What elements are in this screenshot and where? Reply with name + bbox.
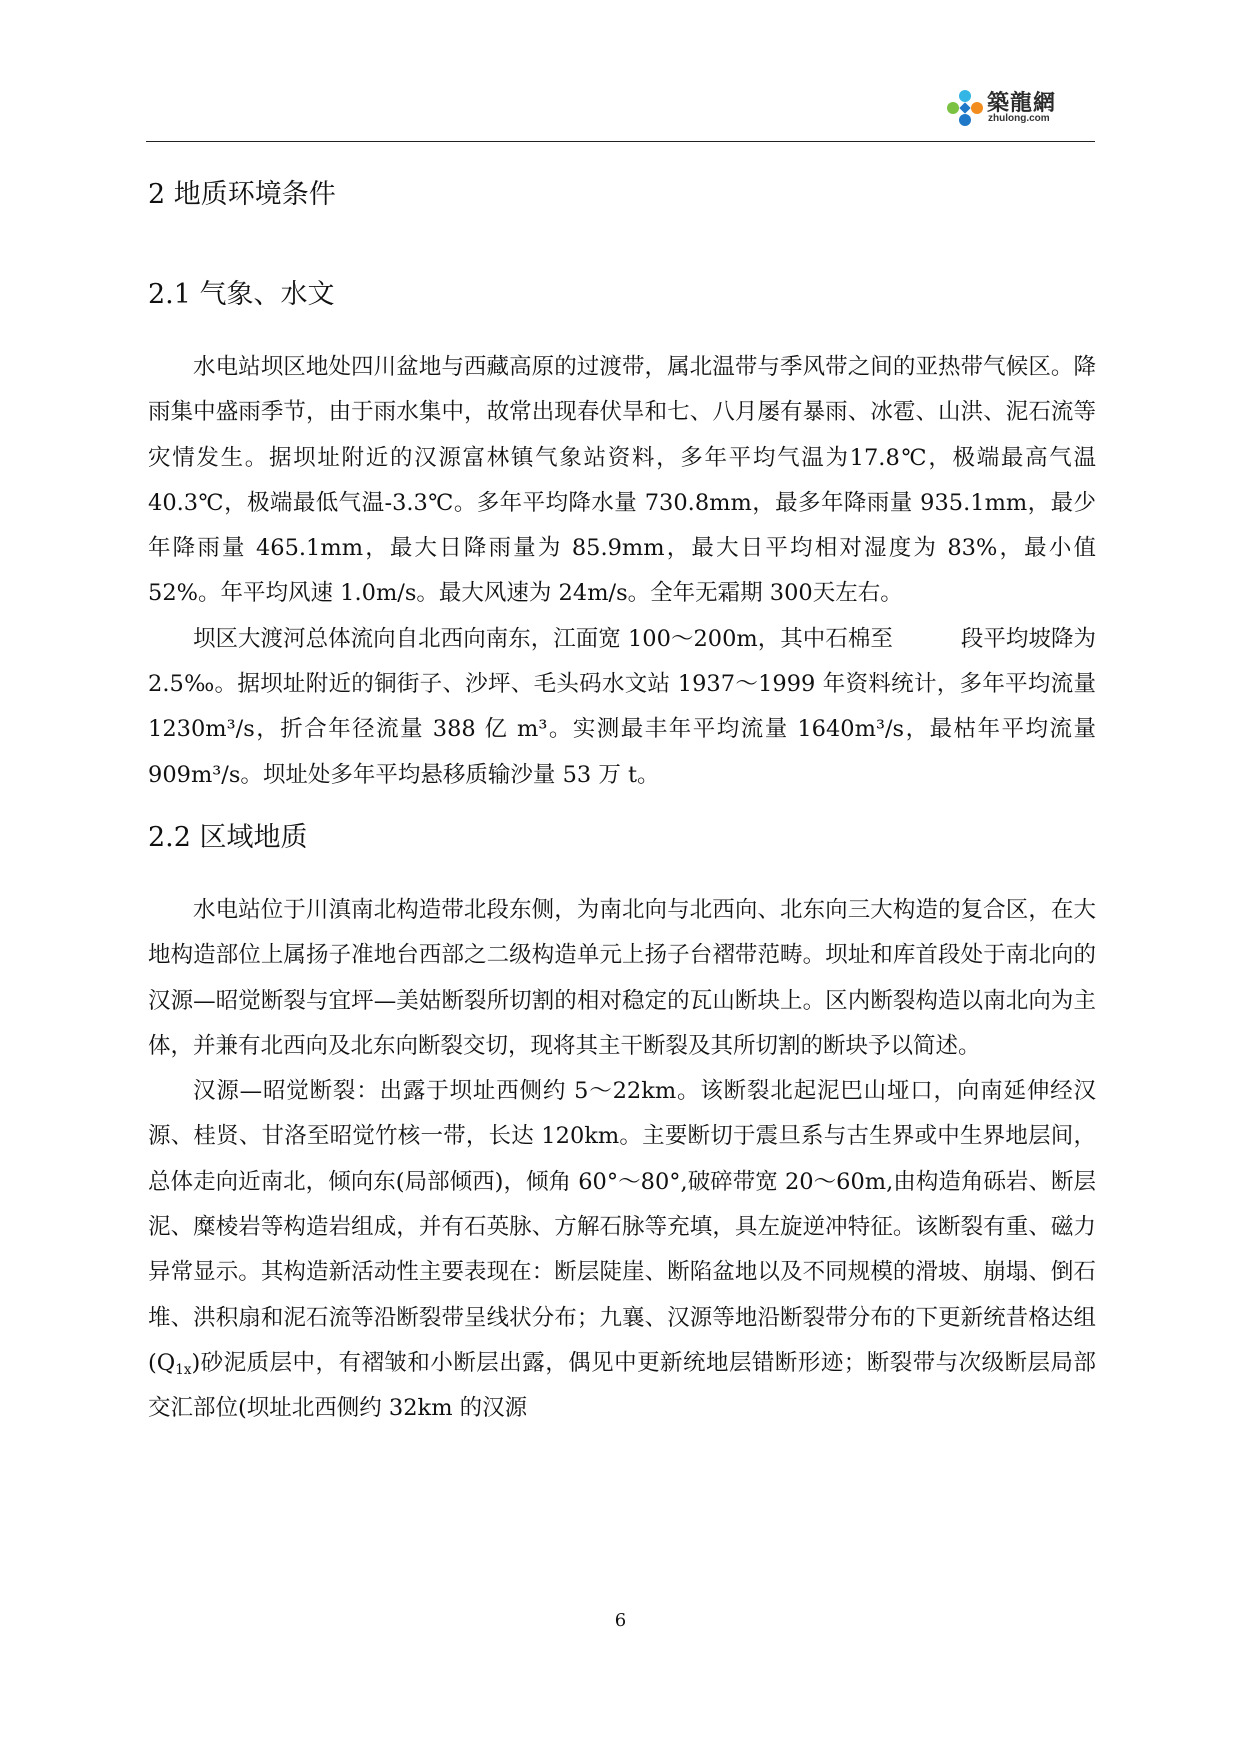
logo-mark-icon: [945, 88, 985, 128]
subsection-title-2-2: 2.2 区域地质: [148, 821, 308, 853]
paragraph-hydrology-part-1: 坝区大渡河总体流向自北西向南东，江面宽 100～200m，其中石棉至: [193, 625, 893, 652]
paragraph-fault-part-1: 汉源—昭觉断裂：出露于坝址西侧约 5～22km。该断裂北起泥巴山垭口，向南延伸经汉源、桂贤、甘洛至昭觉竹核一带，长达 120km。主要断切于震旦系与古生界或中生界地层间，总体走向近南北，倾向东(局部倾西)，倾角 60°～80°,破碎带宽 20～60m,由构造角砾岩、断层泥、糜棱岩等构造岩组成，并有石英脉、方解石脉等充填，具左旋逆冲特征。该断裂有重、磁力异常显示。其构造新活动性主要表现在：断层陡崖、断陷盆地以及不同规模的滑坡、崩塌、倒石堆、洪积扇和泥石流等沿断裂带呈线状分布；九襄、汉源等地沿断裂带分布的下更新统昔格达组(Q: [148, 1078, 1096, 1376]
paragraph-fault-part-2: )砂泥质层中，有褶皱和小断层出露，偶见中更新统地层错断形迹；断裂带与次级断层局部交汇部位(坝址北西侧约 32km 的汉源: [148, 1349, 1096, 1422]
document-body: [148, 165, 1096, 1432]
zhulong-logo[interactable]: [945, 84, 1095, 134]
section-title: 2 地质环境条件: [148, 179, 336, 210]
paragraph-regional-geology: 水电站位于川滇南北构造带北段东侧，为南北向与北西向、北东向三大构造的复合区，在大地构造部位上属扬子准地台西部之二级构造单元上扬子台褶带范畴。坝址和库首段处于南北向的汉源—昭觉断裂与宜坪—美姑断裂所切割的相对稳定的瓦山断块上。区内断裂构造以南北向为主体，并兼有北西向及北东向断裂交切，现将其主干断裂及其所切割的断块予以简述。: [148, 896, 1096, 1059]
subsection-title-2-1: 2.1 气象、水文: [148, 279, 335, 310]
logo-text-en: zhulong.com: [988, 113, 1050, 124]
page-number: 6: [614, 1610, 627, 1631]
header-rule: [146, 141, 1095, 142]
paragraph-hydrology-part-2: 段平均坡降为 2.5‰。据坝址附近的铜街子、沙坪、毛头码水文站 1937～1999 年资料统计，多年平均流量 1230m³/s，折合年径流量 388 亿 m³。实测最丰年平均流量 1640m³/s，最枯年平均流量 909m³/s。坝址处多年平均悬移质输沙量 53 万 t。: [148, 625, 1096, 788]
paragraph-hanyuan-fault: [148, 1069, 1096, 1431]
paragraph-climate: 水电站坝区地处四川盆地与西藏高原的过渡带，属北温带与季风带之间的亚热带气候区。降雨集中盛雨季节，由于雨水集中，故常出现春伏旱和七、八月屡有暴雨、冰雹、山洪、泥石流等灾情发生。据坝址附近的汉源富林镇气象站资料，多年平均气温为17.8℃，极端最高气温 40.3℃，极端最低气温-3.3℃。多年平均降水量 730.8mm，最多年降雨量 935.1mm，最少年降雨量 465.1mm，最大日降雨量为 85.9mm，最大日平均相对湿度为 83%，最小值 52%。年平均风速 1.0m/s。最大风速为 24m/s。全年无霜期 300天左右。: [148, 354, 1096, 607]
page-header: [146, 70, 1095, 142]
paragraph-hydrology: [148, 617, 1096, 798]
subscript: 1x: [175, 1361, 192, 1378]
logo-text-cn: 築龍網: [987, 90, 1057, 116]
